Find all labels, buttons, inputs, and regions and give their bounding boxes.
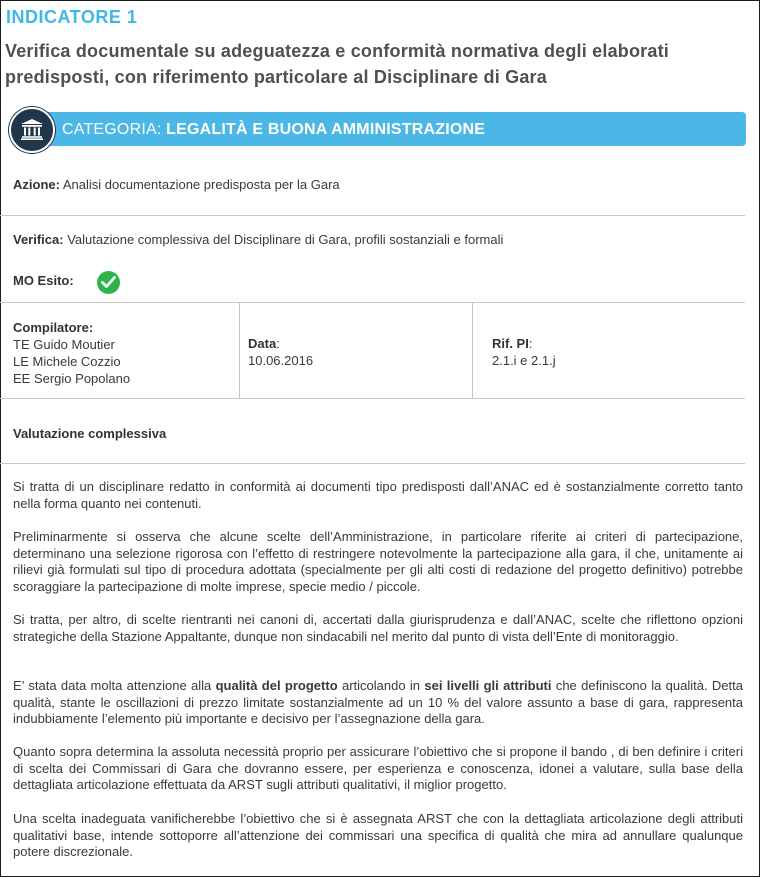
data-cell: Data: 10.06.2016 xyxy=(248,336,314,368)
azione-label: Azione: xyxy=(13,177,60,192)
verifica-label: Verifica: xyxy=(13,232,64,247)
azione-value: Analisi documentazione predisposta per la Gara xyxy=(62,177,340,192)
divider xyxy=(0,463,745,464)
divider xyxy=(0,398,745,399)
esito-row xyxy=(13,273,74,288)
page-title: Verifica documentale su adeguatezza e conformità normativa degli elaborati predisposti, con riferimento particolare al Disciplinare di Gara xyxy=(5,41,669,87)
paragraph: Si tratta di un disciplinare redatto in conformità ai documenti tipo predisposti dall’ANAC ed è sostanzialmente corretto tanto nella forma quanto nei contenuti. xyxy=(13,479,743,511)
paragraph: Preliminarmente si osserva che alcune scelte dell’Amministrazione, in particolare riferite ai criteri di partecipazione, determinano una selezione rigorosa con l’effetto di restringere notevolmente la partecipazione alla gara, il che, unitamente ai rilievi già formulati sul tipo di procedura adottata (specialmente per gli alti costi di redazione del progetto definitivo) potrebbe scoraggiare la partecipazione di molte imprese, specie medio / piccole. xyxy=(13,529,743,594)
compilatore-label: Compilatore: xyxy=(13,320,94,335)
azione-row xyxy=(13,177,340,192)
paragraph xyxy=(13,678,743,728)
paragraph-bold-text: qualità del progetto xyxy=(215,678,338,693)
institution-icon xyxy=(9,107,55,153)
paragraph: Si tratta, per altro, di scelte rientranti nei canoni di, accertati dalla giurisprudenza e dall’ANAC, scelte che riflettono opzioni strategiche della Stazione Appaltante, dunque non sindacabili nel merito dal punto di vista dell’Ente di monitoraggio. xyxy=(13,612,743,644)
divider xyxy=(472,302,473,398)
paragraph-bold-text: sei livelli gli attributi xyxy=(424,678,552,693)
category-name: LEGALITÀ E BUONA AMMINISTRAZIONE xyxy=(166,121,486,138)
esito-label: MO Esito: xyxy=(13,273,74,288)
valutazione-heading-row xyxy=(13,426,166,441)
compilatore-name: TE Guido Moutier xyxy=(13,337,115,352)
paragraph-text: articolando in xyxy=(337,678,425,693)
divider xyxy=(239,302,240,398)
compilatore-name: LE Michele Cozzio xyxy=(13,354,121,369)
divider xyxy=(0,302,745,303)
rif-value: 2.1.i e 2.1.j xyxy=(492,353,556,368)
compilatore-cell xyxy=(13,319,130,387)
category-prefix: CATEGORIA: xyxy=(62,121,167,138)
category-bar xyxy=(26,112,746,146)
check-circle-icon xyxy=(97,271,120,294)
category-label xyxy=(62,121,485,139)
paragraph-text: che definiscono la qualità. Detta qualità, stante le oscillazioni di prezzo limitate sostanzialmente ad un 10 % del valore assunto a base di gara, rappresenta indubbiamente l’elemento più importante e decisivo per l’assegnazione della gara. xyxy=(13,678,743,726)
paragraph-text: E’ stata data molta attenzione alla xyxy=(13,678,216,693)
rif-label: Rif. PI xyxy=(492,336,529,351)
data-value: 10.06.2016 xyxy=(248,353,314,368)
valutazione-heading: Valutazione complessiva xyxy=(13,426,167,441)
indicator-label: INDICATORE 1 xyxy=(6,7,138,27)
rif-cell: Rif. PI: 2.1.i e 2.1.j xyxy=(492,336,556,368)
data-label: Data xyxy=(248,336,277,351)
verifica-value: Valutazione complessiva del Disciplinare di Gara, profili sostanziali e formali xyxy=(67,232,504,247)
compilatore-name: EE Sergio Popolano xyxy=(13,371,131,386)
paragraph: Quanto sopra determina la assoluta necessità proprio per assicurare l’obiettivo che si propone il bando , di ben definire i criteri di scelta dei Commissari di Gara che dovranno essere, per esperienza e conoscenza, idonei a valutare, sulla base della dettagliata articolazione effettuata da ARST sugli attributi qualitativi, il miglior progetto. xyxy=(13,744,743,792)
verifica-row xyxy=(13,232,503,247)
divider xyxy=(0,215,745,216)
paragraph: Una scelta inadeguata vanificherebbe l’obiettivo che si è assegnata ARST che con la dettagliata articolazione degli attributi qualitativi base, intende sottoporre all’attenzione dei commissari una specifica di qualità che mira ad annullare qualunque potere discrezionale. xyxy=(13,811,743,859)
